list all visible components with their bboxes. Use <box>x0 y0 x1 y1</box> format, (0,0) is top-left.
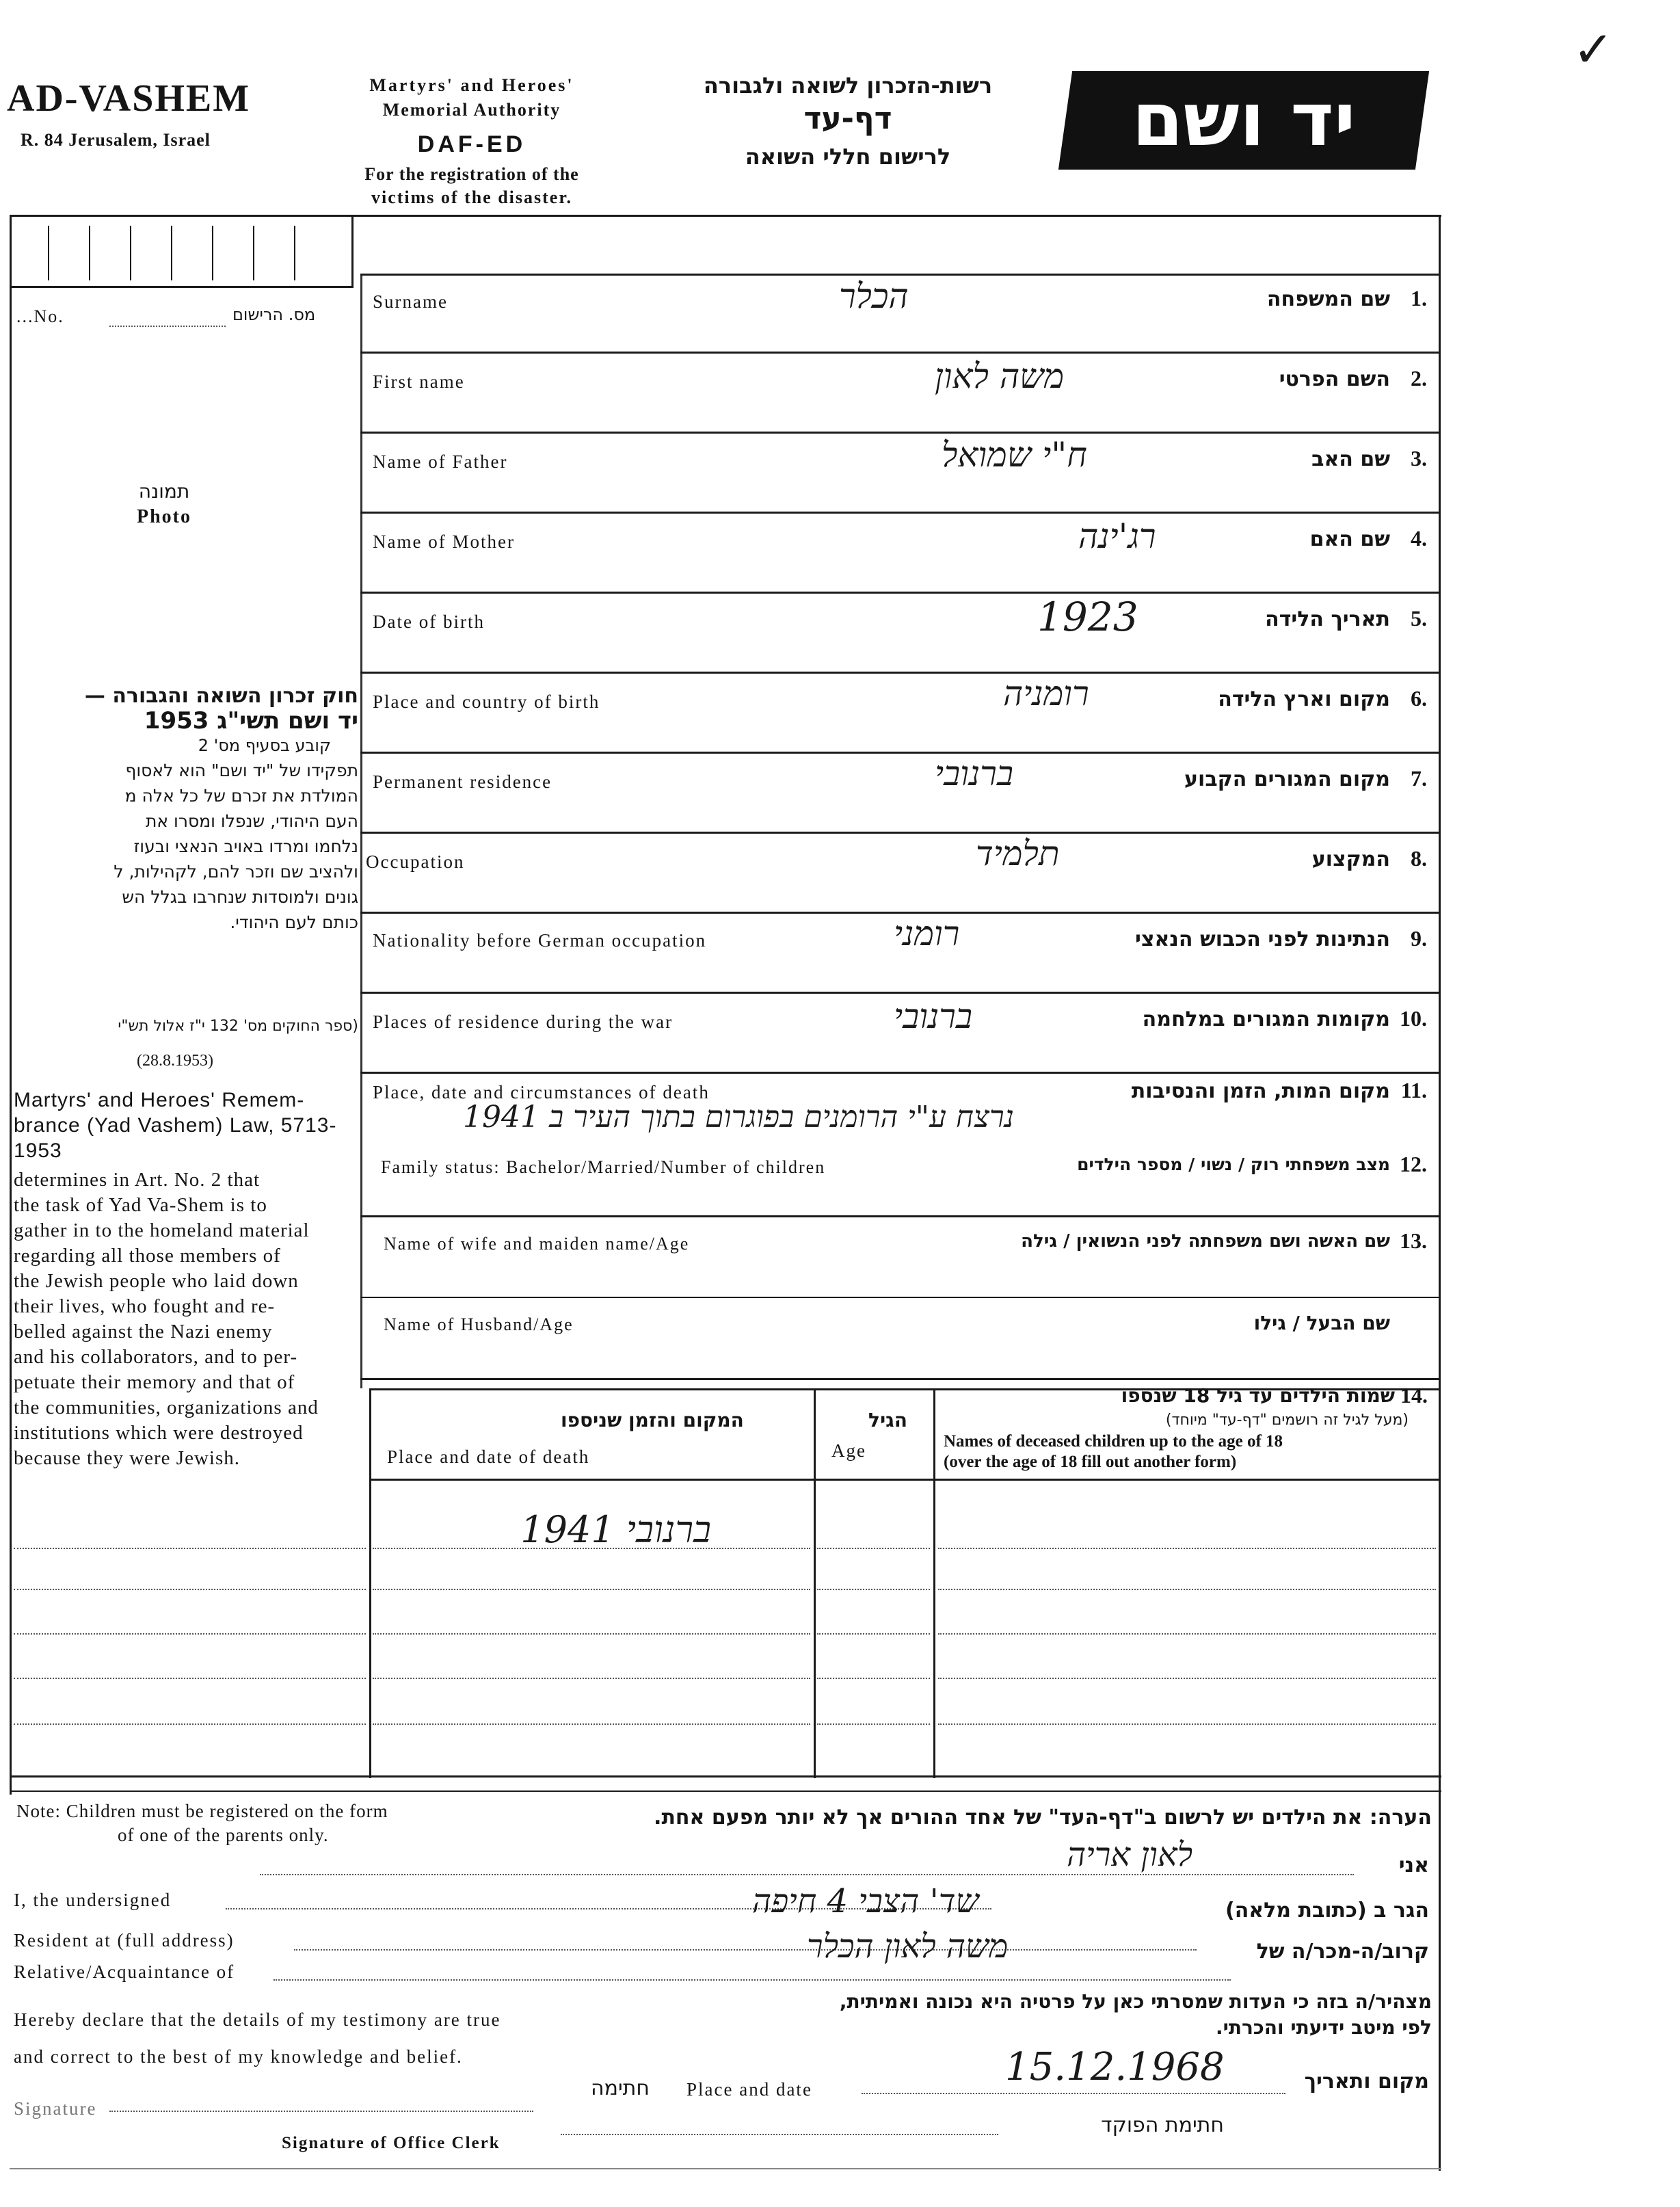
field-label-en: Place, date and circumstances of death <box>373 1082 710 1102</box>
row-line <box>938 1548 1436 1549</box>
field-number: 2. <box>1411 366 1427 391</box>
authority-line2: Memorial Authority <box>382 100 561 120</box>
field-label-en: First name <box>373 371 465 392</box>
resident-line <box>294 1949 1197 1951</box>
field-date-of-birth[interactable] <box>360 594 1441 674</box>
field-label-en: Date of birth <box>373 611 485 632</box>
law-en-line: institutions which were destroyed <box>14 1422 304 1444</box>
signature-en: Signature <box>14 2098 97 2119</box>
resident-value[interactable]: שד' הצבי 4 חיפה <box>752 1882 979 1920</box>
children-number: 14. <box>1400 1383 1428 1408</box>
children-col2-en: Age <box>831 1440 866 1461</box>
signature-line[interactable] <box>109 2111 533 2112</box>
reg-tick <box>171 226 172 280</box>
field-father-name[interactable] <box>360 434 1441 514</box>
field-value[interactable]: רג'ינה <box>1078 516 1156 556</box>
field-label-he: שם האם <box>1309 527 1390 551</box>
field-surname[interactable] <box>360 274 1441 354</box>
field-number: 3. <box>1411 446 1427 471</box>
note-en-2: of one of the parents only. <box>118 1825 329 1845</box>
law-date: (28.8.1953) <box>137 1052 213 1070</box>
authority-line1: Martyrs' and Heroes' <box>369 75 574 95</box>
field-label-he: המקצוע <box>1311 847 1390 871</box>
field-residence-during-war[interactable] <box>360 994 1441 1074</box>
relative-value[interactable]: משה לאון הכלר <box>807 1927 1009 1966</box>
field-wife-name[interactable] <box>360 1217 1441 1298</box>
undersigned-line <box>260 1874 1354 1875</box>
law-he-line: העם היהודי, שנפלו ומסרו את <box>145 811 358 831</box>
org-address: R. 84 Jerusalem, Israel <box>21 130 211 150</box>
children-col-rule <box>933 1388 935 1778</box>
field-number: 6. <box>1411 686 1427 711</box>
field-value[interactable]: תלמיד <box>976 834 1060 873</box>
law-en-line: the task of Yad Va-Shem is to <box>14 1194 267 1216</box>
row-line <box>938 1723 1436 1725</box>
field-label-he: שם האב <box>1311 447 1390 471</box>
children-col1-en: Place and date of death <box>387 1446 590 1467</box>
row-line <box>14 1589 366 1590</box>
reg-tick <box>130 226 131 280</box>
row-line <box>14 1633 366 1635</box>
photo-label-en: Photo <box>137 506 191 527</box>
field-label-he: הנתינות לפני הכבוש הנאצי <box>1135 927 1390 951</box>
field-family-status[interactable] <box>360 1149 1441 1217</box>
field-value[interactable]: משה לאון <box>935 356 1065 396</box>
law-he-line: נלחמו ומרדו באויב הנאצי ובעוז <box>133 836 358 856</box>
undersigned-en: I, the undersigned <box>14 1890 172 1910</box>
children-header-bottom <box>369 1479 1441 1481</box>
field-mother-name[interactable] <box>360 514 1441 594</box>
field-number: 12. <box>1400 1152 1427 1176</box>
law-en <box>14 1087 362 1471</box>
place-date-he: מקום ותאריך <box>1304 2070 1429 2093</box>
children-col3-he1: שמות הילדים עד גיל 18 שנספו <box>1121 1384 1395 1407</box>
children-col3-en2: (over the age of 18 fill out another form) <box>944 1453 1237 1471</box>
field-label-he: השם הפרטי <box>1279 367 1390 391</box>
row-line <box>373 1548 810 1549</box>
field-value[interactable]: 1923 <box>1037 594 1138 640</box>
form-name: DAF-ED <box>417 131 526 157</box>
children-col3-en1: Names of deceased children up to the age of 18 <box>944 1432 1283 1451</box>
field-label-en: Place and country of birth <box>373 691 600 712</box>
law-he-line: יד ושם תשי"ג 1953 <box>144 707 358 735</box>
note-top <box>10 1790 1441 1792</box>
place-date-en: Place and date <box>686 2079 812 2100</box>
law-en-line: and his collaborators, and to per- <box>14 1346 298 1368</box>
law-en-line: their lives, who fought and re- <box>14 1295 276 1317</box>
field-label-en: Permanent residence <box>373 771 552 792</box>
form-bottom <box>10 2168 1441 2169</box>
field-label-en: Places of residence during the war <box>373 1012 674 1032</box>
field-label-he: שם האשה ושם משפחתה לפני הנשואין / גילה <box>1021 1231 1390 1252</box>
field-value[interactable]: נרצח ע"י הרומנים בפוגרום בתוך העיר ב 1941 <box>463 1100 1014 1135</box>
row-line <box>373 1678 810 1679</box>
relative-he: קרוב/ה-מכר/ה של <box>1256 1940 1429 1964</box>
field-place-of-birth[interactable] <box>360 674 1441 754</box>
field-label-he: מקום המות, הזמן והנסיבות <box>1131 1079 1390 1103</box>
field-label-en: Name of wife and maiden name/Age <box>384 1234 690 1254</box>
field-number: 10. <box>1400 1006 1427 1031</box>
check-mark: ✓ <box>1573 21 1614 78</box>
row-line <box>938 1678 1436 1679</box>
frame-left <box>10 215 12 1795</box>
note-en-1: Note: Children must be registered on the form <box>16 1801 388 1821</box>
place-date-line <box>862 2093 1285 2094</box>
field-number: 13. <box>1400 1228 1427 1253</box>
field-value[interactable]: ברנובי <box>935 754 1013 793</box>
reg-tick <box>253 226 254 280</box>
undersigned-value[interactable]: לאון אריה <box>1067 1836 1193 1874</box>
field-value[interactable]: הכלר <box>839 276 909 316</box>
law-en-line: determines in Art. No. 2 that <box>14 1169 261 1191</box>
field-husband-name[interactable] <box>360 1298 1441 1380</box>
law-he-line: המולדת את זכרם של כל אלה מ <box>124 786 358 806</box>
row-line <box>373 1589 810 1590</box>
reg-tick <box>212 226 213 280</box>
field-label-he: מקום המגורים הקבוע <box>1184 767 1390 791</box>
row-line <box>817 1589 930 1590</box>
law-en-line: regarding all those members of <box>14 1245 281 1267</box>
field-label-he: מקום וארץ הלידה <box>1218 687 1390 711</box>
field-number: 9. <box>1411 926 1427 951</box>
children-row-value[interactable]: ברנובי 1941 <box>520 1508 711 1551</box>
field-value[interactable]: רומני <box>894 914 960 953</box>
law-he-line: קובע בסעיף מס' 2 <box>198 736 331 755</box>
law-he-line: גונים ולמוסדות שנחרבו בגלל הש <box>122 887 358 907</box>
law-en-line: belled against the Nazi enemy <box>14 1321 273 1343</box>
field-label-en: Family status: Bachelor/Married/Number of children <box>381 1157 826 1177</box>
row-line <box>938 1589 1436 1590</box>
row-line <box>373 1633 810 1635</box>
field-label-en: Name of Mother <box>373 531 515 552</box>
regbox-bottom <box>10 286 354 288</box>
field-label-en: Occupation <box>366 851 465 872</box>
relative-en: Relative/Acquaintance of <box>14 1961 235 1982</box>
left-col-divider <box>351 215 354 287</box>
logo-text: יד ושם <box>1132 77 1356 163</box>
law-he-line: תפקידו של "יד ושם" הוא לאסוף <box>125 761 358 780</box>
field-label-en: Name of Husband/Age <box>384 1314 574 1334</box>
declare-en-2: and correct to the best of my knowledge and belief. <box>14 2046 463 2067</box>
law-en-line: brance (Yad Vashem) Law, 5713- <box>14 1114 337 1137</box>
law-en-line: Martyrs' and Heroes' Remem- <box>14 1089 305 1111</box>
children-col-rule <box>369 1388 371 1778</box>
row-line <box>817 1678 930 1679</box>
children-col3-he2: (מעל לגיל זה רושמים "דף-עד" מיוחד) <box>1165 1412 1409 1429</box>
row-line <box>14 1723 366 1725</box>
field-number: 8. <box>1411 846 1427 871</box>
purpose-line2: victims of the disaster. <box>371 187 572 207</box>
declare-he-2: לפי מיטב ידיעתי והכרתי. <box>1216 2016 1432 2039</box>
note-he: הערה: את הילדים יש לרשום ב"דף-העד" של אחד ההורים אך לא יותר מפעם אחת. <box>654 1806 1432 1829</box>
field-value[interactable]: ברנובי <box>894 996 972 1036</box>
clerk-he: חתימת הפוקד <box>1101 2113 1224 2137</box>
signature-he: חתימה <box>590 2076 650 2100</box>
law-en-line: because they were Jewish. <box>14 1447 240 1469</box>
field-occupation[interactable] <box>360 834 1441 914</box>
field-first-name[interactable] <box>360 354 1441 434</box>
field-label-he: שם הבעל / גילו <box>1253 1312 1390 1334</box>
children-bottom <box>10 1775 1441 1778</box>
reg-tick <box>48 226 49 280</box>
he-purpose: לרישום חללי השואה <box>745 144 951 170</box>
row-line <box>14 1678 366 1679</box>
declare-he-1: מצהיר/ה בזה כי העדות שמסרתי כאן על פרטיה היא נכונה ואמיתית, <box>839 1990 1432 2013</box>
field-label-he: תאריך הלידה <box>1265 607 1390 631</box>
field-label-he: שם המשפחה <box>1266 287 1390 311</box>
row-line <box>373 1723 810 1725</box>
field-number: 11. <box>1400 1078 1427 1102</box>
row-line <box>817 1723 930 1725</box>
row-line <box>938 1633 1436 1635</box>
law-en-line: the Jewish people who laid down <box>14 1270 299 1292</box>
clerk-en: Signature of Office Clerk <box>282 2134 501 2152</box>
law-he-line: כותם לעם היהודי. <box>230 912 358 932</box>
field-nationality[interactable] <box>360 914 1441 994</box>
reg-no-line[interactable] <box>109 326 226 327</box>
law-he-line: חוק זכרון השואה והגבורה — <box>84 684 358 708</box>
row-line <box>14 1548 366 1549</box>
field-label-en: Nationality before German occupation <box>373 930 707 951</box>
org-name: AD-VASHEM <box>7 77 251 120</box>
field-number: 7. <box>1411 766 1427 791</box>
field-label-en: Surname <box>373 291 448 312</box>
reg-tick <box>89 226 90 280</box>
law-he-line: ולהציב שם וזכר להם, לקהילות, ל <box>114 862 358 882</box>
field-label-en: Name of Father <box>373 451 508 472</box>
he-authority: רשות-הזכרון לשואה ולגבורה <box>703 72 993 98</box>
he-form-name: דף-עד <box>803 101 892 136</box>
children-col2-he: הגיל <box>868 1409 907 1431</box>
field-label-he: מצב משפחתי רוק / נשוי / מספר הילדים <box>1077 1154 1390 1174</box>
law-en-line: the communities, organizations and <box>14 1397 319 1418</box>
row-line <box>817 1548 930 1549</box>
photo-label-he: תמונה <box>138 480 190 503</box>
law-en-line: gather in to the homeland material <box>14 1219 310 1241</box>
law-en-line: petuate their memory and that of <box>14 1371 295 1393</box>
frame-top <box>10 215 1441 217</box>
purpose-line1: For the registration of the <box>364 164 579 184</box>
resident-en: Resident at (full address) <box>14 1930 235 1951</box>
reg-tick <box>294 226 295 280</box>
children-col1-he: המקום והזמן שניספו <box>561 1409 744 1431</box>
law-en-line: 1953 <box>14 1139 62 1162</box>
field-number: 1. <box>1411 286 1427 310</box>
field-number: 4. <box>1411 526 1427 551</box>
reg-no-label-he: מס. הרישום <box>232 305 316 324</box>
reg-no-label: ...No. <box>16 306 64 326</box>
children-col-rule <box>814 1388 816 1778</box>
field-value[interactable]: רומניה <box>1003 674 1089 713</box>
field-permanent-residence[interactable] <box>360 754 1441 834</box>
law-he <box>11 684 358 935</box>
resident-he: הגר ב (כתובת מלאה) <box>1225 1899 1429 1922</box>
field-number: 5. <box>1411 606 1427 631</box>
row-line <box>817 1633 930 1635</box>
clerk-line[interactable] <box>561 2134 998 2135</box>
law-ref-he: (ספר החוקים מס' 132 י"ז אלול תש"י <box>118 1018 358 1035</box>
field-value[interactable]: ח"י שמואל <box>942 435 1087 475</box>
declare-en-1: Hereby declare that the details of my testimony are true <box>14 2009 501 2030</box>
field-label-he: מקומות המגורים במלחמה <box>1142 1007 1390 1031</box>
field-death-circumstances[interactable] <box>360 1074 1441 1149</box>
relative-line <box>274 1979 1231 1981</box>
undersigned-he: אני <box>1398 1853 1429 1877</box>
place-date-value[interactable]: 15.12.1968 <box>1005 2045 1225 2089</box>
